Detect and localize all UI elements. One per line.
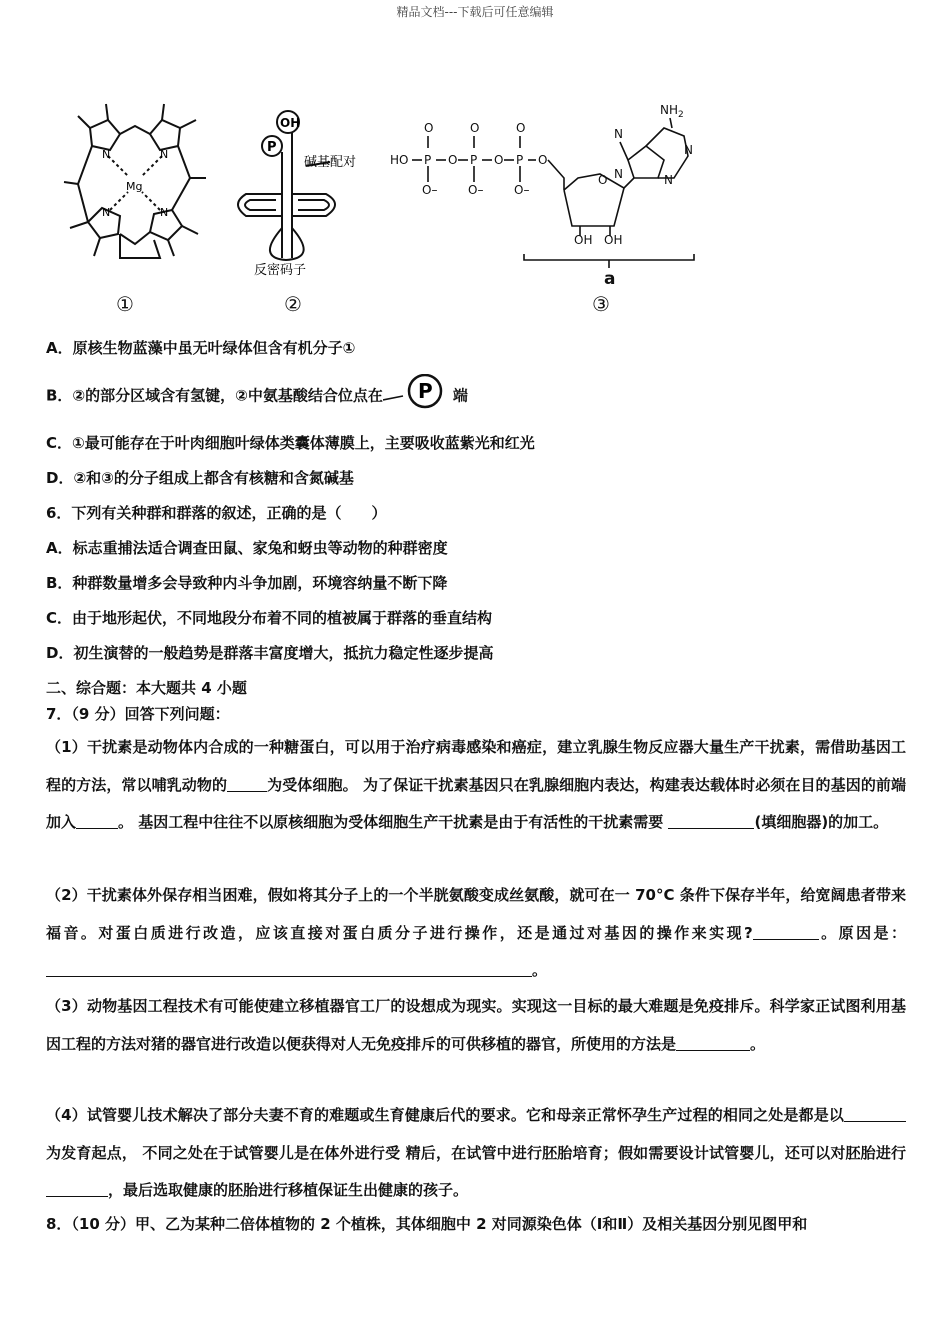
answer-blank[interactable] [227, 777, 267, 792]
nh2-subscript: 2 [678, 110, 684, 120]
top-o-label: O [424, 121, 434, 135]
o-minus-label: O– [514, 183, 530, 197]
q6-option-b: B．种群数量增多会导致种内斗争加剧，环境容纳量不断下降 [46, 574, 448, 592]
q7-stem: 7．（9 分）回答下列问题： [46, 705, 230, 723]
q5-option-a: A．原核生物蓝藻中虽无叶绿体但含有机分子① [46, 339, 356, 357]
chlorophyll-figure [50, 98, 220, 268]
q7-p4-text-b: 为发育起点， 不同之处在于试管婴儿是在体外进行受 精后，在试管中进行胚胎培育；假如需要设计试管婴儿，还可以对胚胎进行 [46, 1143, 906, 1162]
answer-blank[interactable] [844, 1107, 906, 1122]
ho-label: HO [390, 153, 409, 167]
phosphate-end-icon [383, 374, 453, 418]
n-atom-label: N [664, 173, 673, 187]
o-minus-label: O– [468, 183, 484, 197]
q5-option-b-end: 端 [452, 386, 468, 405]
q7-p1-text-d: (填细胞器)的加工。 [754, 813, 889, 831]
answer-blank[interactable] [46, 1182, 108, 1197]
bridge-o-label: O [448, 153, 458, 167]
q7-p4-text-c: ，最后选取健康的胚胎进行移植保证生出健康的孩子。 [108, 1181, 469, 1199]
q7-p1-text-c: 。 基因工程中往往不以原核细胞为受体细胞生产干扰素是由于有活性的干扰素需要 [118, 813, 669, 831]
q7-p1-text-a: （1）干扰素是动物体内合成的一种糖蛋白，可以用于治疗病毒感染和癌症，建立乳腺生物反应器大量生产干扰素，需借助基因工程的方法，常以哺乳动物的 [46, 738, 906, 794]
answer-blank[interactable] [753, 925, 819, 940]
nh2-label [660, 103, 684, 120]
n-atom-label: N [102, 206, 111, 219]
atp-figure [388, 98, 708, 288]
ring-o-label: O [598, 173, 608, 187]
n-atom-label: N [684, 143, 693, 157]
q7-p3-text-b: 。 [750, 1034, 766, 1053]
oh-label: OH [604, 233, 623, 247]
adenosine-a-label: a [604, 269, 616, 288]
n-atom-label: N [614, 167, 623, 181]
anticodon-label: 反密码子 [254, 263, 307, 278]
section-2-heading: 二、综合题：本大题共 4 小题 [46, 679, 247, 697]
q6-option-d: D．初生演替的一般趋势是群落丰富度增大，抵抗力稳定性逐步提高 [46, 644, 494, 662]
n-atom-label: N [160, 206, 169, 219]
q7-p4-text-a: （4）试管婴儿技术解决了部分夫妻不育的难题或生育健康后代的要求。它和母亲正常怀孕生产过程的相同之处是都是以 [46, 1106, 844, 1124]
phosphate-p-label: P [424, 153, 432, 167]
q7-p3-text-a: （3）动物基因工程技术有可能使建立移植器官工厂的设想成为现实。实现这一目标的最大难题是免疫排斥。科学家正试图利用基因工程的方法对猪的器官进行改造以便获得对人无免疫排斥的可供移植的器官，所使用的方法是 [46, 997, 906, 1053]
bridge-o-label: O [538, 153, 548, 167]
figure-1-number: ① [116, 292, 134, 316]
q6-stem: 6．下列有关种群和群落的叙述，正确的是（ ） [46, 504, 387, 522]
q7-p2-text-a: （2）干扰素体外保存相当困难，假如将其分子上的一个半胱氨酸变成丝氨酸，就可在一 70°C 条件下保存半年，给宽阔患者带来福音。对蛋白质进行改造，应该直接对蛋白质分子进行操作，还是通过对基因的操作来实现? [46, 886, 906, 942]
atp-structure-diagram [388, 98, 708, 288]
n-atom-label: N [614, 127, 623, 141]
oh-label: OH [574, 233, 593, 247]
q6-option-c: C．由于地形起伏，不同地段分布着不同的植被属于群落的垂直结构 [46, 609, 493, 627]
phosphate-label: P [267, 140, 277, 155]
answer-blank[interactable] [76, 814, 118, 829]
q7-p1-text-b: 为受体细胞。 为了保证干扰素基因只在乳腺细胞内表达，构建表达载体时必须在目的基因的前端加入 [46, 775, 906, 831]
figure-2-number: ② [284, 292, 302, 316]
top-o-label: O [516, 121, 526, 135]
base-pairing-label: 碱基配对 [304, 155, 357, 170]
chlorophyll-structure-diagram [50, 98, 220, 268]
o-minus-label: O– [422, 183, 438, 197]
q5-option-c: C．①最可能存在于叶肉细胞叶绿体类囊体薄膜上，主要吸收蓝紫光和红光 [46, 434, 535, 452]
q5-option-d: D．②和③的分子组成上都含有核糖和含氮碱基 [46, 469, 354, 487]
oh-label: OH [280, 116, 301, 130]
answer-blank[interactable] [46, 962, 532, 977]
q5-option-b [46, 374, 468, 418]
n-atom-label: N [102, 148, 111, 161]
phosphate-symbol: P [417, 379, 433, 403]
q7-p2-text-b: 。原因是： [818, 923, 906, 942]
q5-option-b-text: B．②的部分区域含有氢键，②中氨基酸结合位点在 [46, 386, 383, 405]
figure-3-number: ③ [592, 292, 610, 316]
q7-part-2 [46, 877, 906, 990]
q8-stem: 8．（10 分）甲、乙为某种二倍体植物的 2 个植株，其体细胞中 2 对同源染色体（Ⅰ和Ⅱ）及相关基因分别见图甲和 [46, 1215, 808, 1233]
mg-atom-label: Mg [126, 180, 143, 193]
answer-blank[interactable] [668, 814, 754, 829]
q7-part-3 [46, 988, 906, 1063]
page-header: 精品文档---下载后可任意编辑 [396, 5, 554, 19]
trna-structure-diagram [226, 108, 386, 278]
q7-part-4 [46, 1097, 906, 1210]
phosphate-p-label: P [470, 153, 478, 167]
answer-blank[interactable] [676, 1036, 750, 1051]
q7-p2-text-c: 。 [532, 961, 548, 979]
n-atom-label: N [160, 148, 169, 161]
q7-part-1 [46, 729, 906, 842]
nh-text: NH [660, 103, 678, 117]
phosphate-p-label: P [516, 153, 524, 167]
top-o-label: O [470, 121, 480, 135]
q6-option-a: A．标志重捕法适合调查田鼠、家兔和蚜虫等动物的种群密度 [46, 539, 448, 557]
trna-figure [226, 108, 386, 278]
bridge-o-label: O [494, 153, 504, 167]
